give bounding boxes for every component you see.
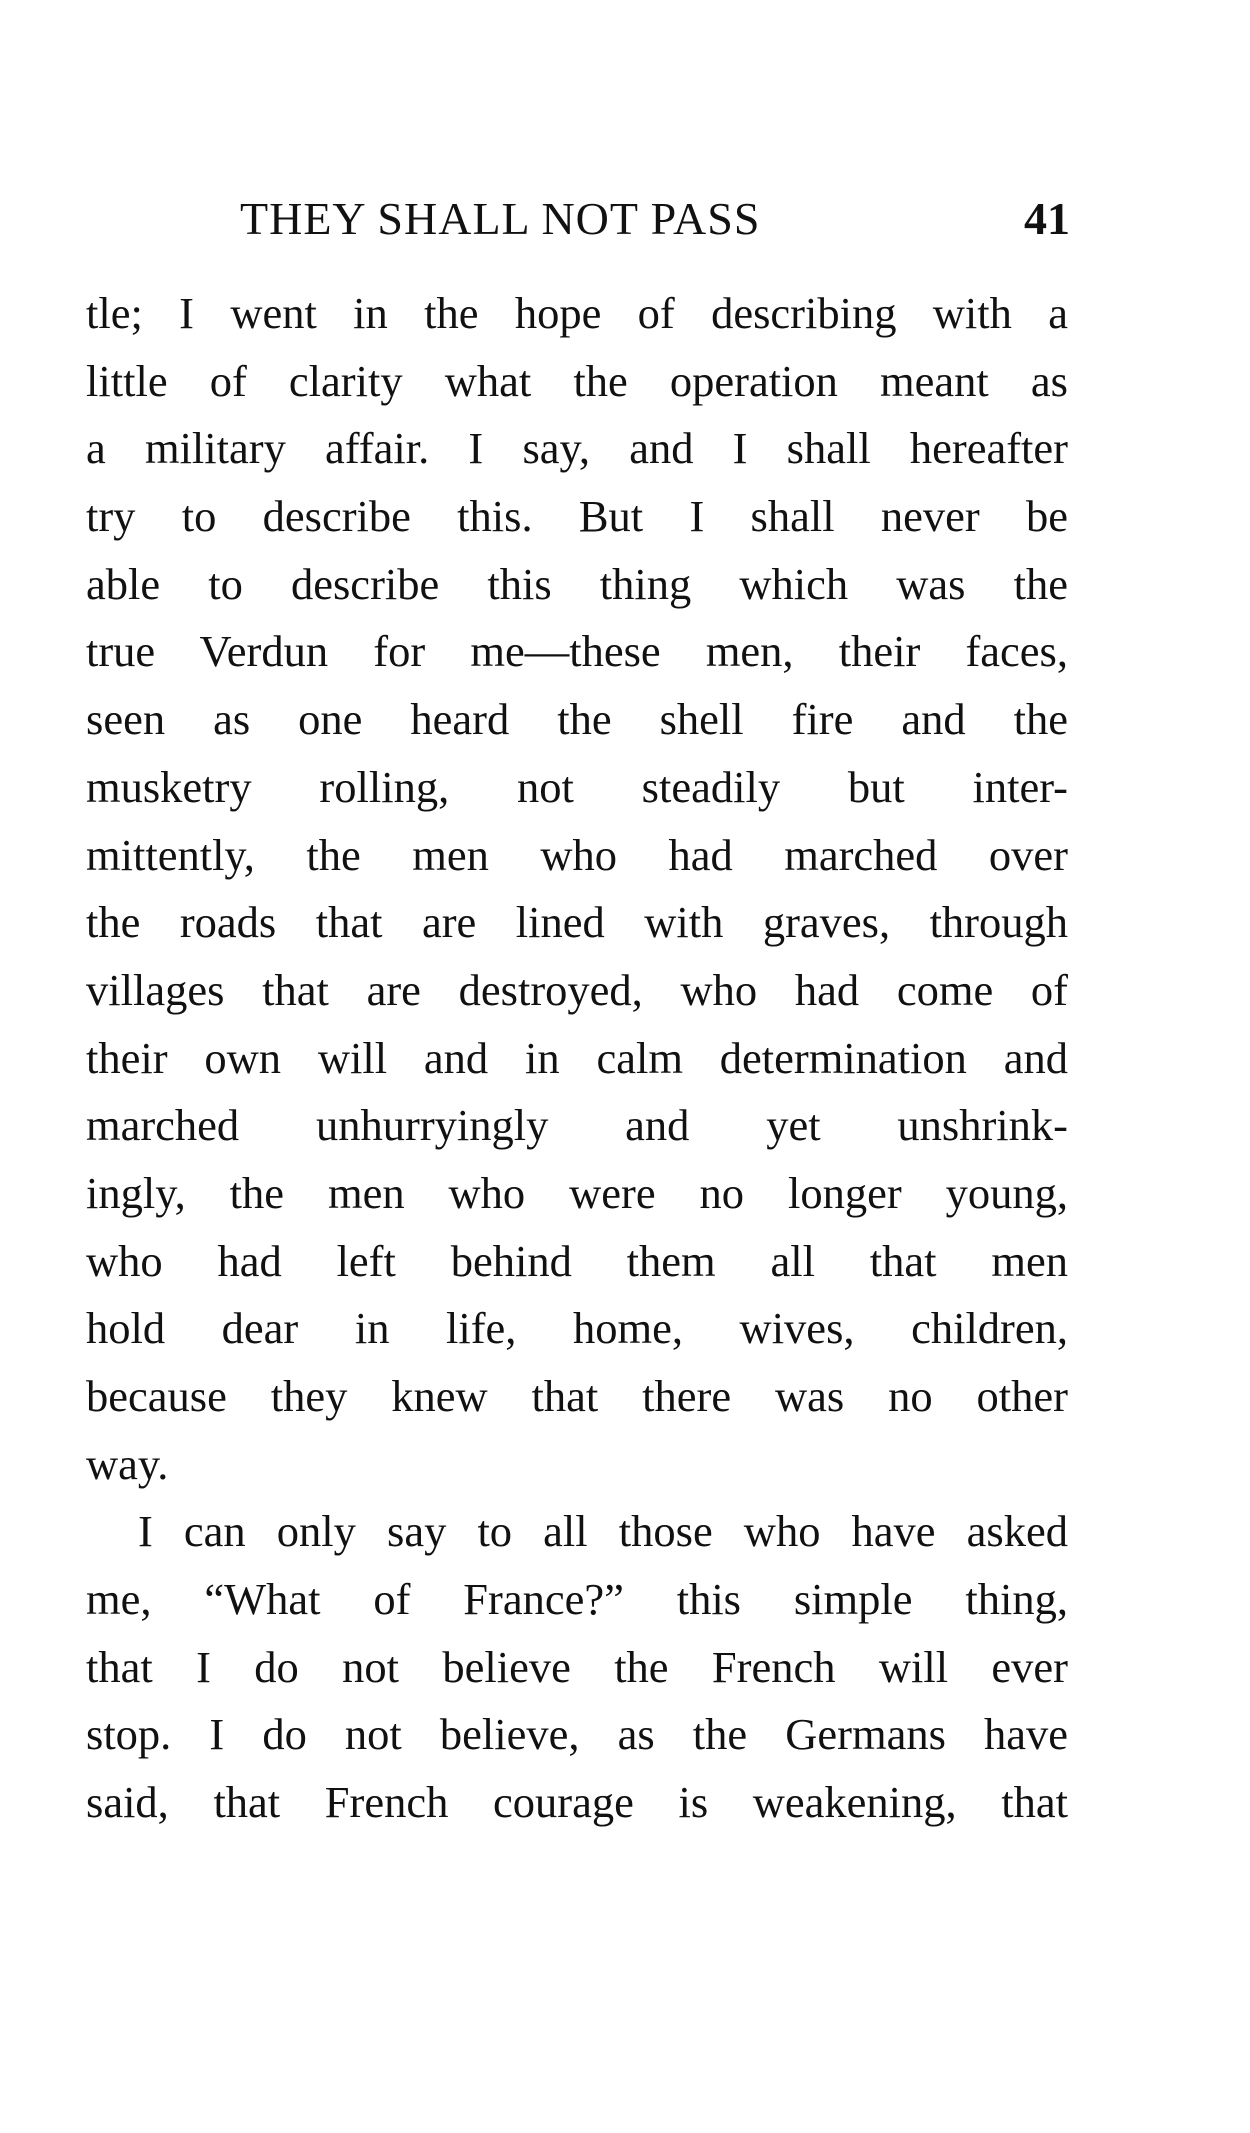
text-line: tle; I went in the hope of describing with a (86, 288, 1068, 338)
page-number: 41 (1024, 193, 1070, 244)
text-line: a military affair. I say, and I shall hereafter (86, 423, 1068, 474)
running-title: THEY SHALL NOT PASS (240, 193, 761, 244)
text-line: try to describe this. But I shall never be (86, 491, 1068, 542)
text-line: said, that French courage is weakening, that (86, 1777, 1068, 1828)
text-line: hold dear in life, home, wives, children, (86, 1303, 1068, 1354)
text-line: able to describe this thing which was the (86, 558, 1068, 609)
paragraph-1 (86, 280, 1068, 1498)
text-line: I can only say to all those who have asked (138, 1506, 1068, 1557)
text-line: musketry rolling, not steadily but inter- (86, 761, 1068, 812)
text-line: who had left behind them all that men (86, 1235, 1068, 1286)
text-line: ingly, the men who were no longer young, (86, 1167, 1068, 1218)
paragraph-2 (86, 1498, 1068, 1836)
text-line: villages that are destroyed, who had come of (86, 964, 1068, 1015)
text-line: way. (86, 1438, 169, 1489)
text-line: their own will and in calm determination and (86, 1032, 1068, 1083)
text-line: stop. I do not believe, as the Germans have (86, 1709, 1068, 1760)
page-header (240, 192, 1070, 252)
text-line: marched unhurryingly and yet unshrink- (86, 1100, 1068, 1151)
text-line: because they knew that there was no other (86, 1371, 1068, 1421)
text-line: that I do not believe the French will ever (86, 1641, 1068, 1692)
text-line: true Verdun for me—these men, their faces, (86, 626, 1068, 677)
text-line: seen as one heard the shell fire and the (86, 694, 1068, 745)
text-line: mittently, the men who had marched over (86, 829, 1068, 880)
text-line: me, “What of France?” this simple thing, (86, 1574, 1068, 1625)
body-text (86, 280, 1068, 1837)
text-line: little of clarity what the operation meant as (86, 355, 1068, 406)
text-line: the roads that are lined with graves, through (86, 897, 1068, 948)
